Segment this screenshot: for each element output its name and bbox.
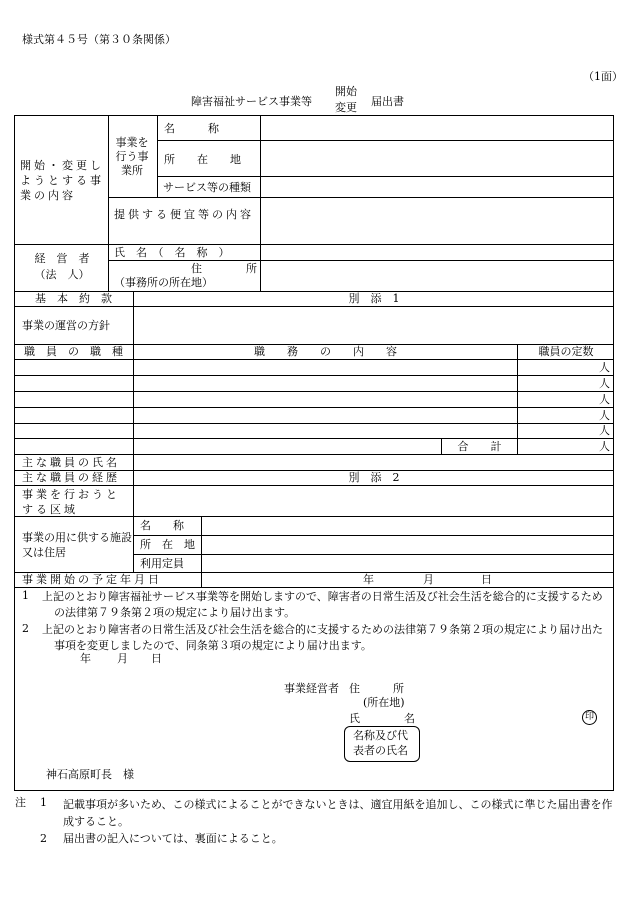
facility-location-label: 所 在 地 [140, 538, 195, 551]
declaration-1-number: 1 [22, 589, 29, 602]
addressee: 神石高原町長 様 [46, 768, 134, 781]
name-note-line-1: 名称及び代 [353, 729, 408, 742]
main-staff-career-label: 主な職員の経歴 [22, 471, 120, 484]
convenience-label: 提供する便宜等の内容 [114, 208, 254, 221]
operator-address-label-1: 住 所 [191, 262, 257, 275]
staff-unit: 人 [599, 409, 610, 422]
facility-capacity-label: 利用定員 [140, 557, 184, 570]
facility-name-label: 名 称 [164, 122, 219, 135]
title-option-change: 変更 [335, 101, 357, 114]
title-option-start: 開始 [335, 85, 357, 98]
form-number: 様式第４５号（第３０条関係） [22, 33, 176, 46]
staff-unit: 人 [599, 361, 610, 374]
facility-name-label: 名 称 [140, 519, 184, 532]
facility-label: 事業を行う事業所 [115, 136, 149, 177]
operator-name-label: 氏 名 [349, 712, 415, 725]
operator-label-1: 経 営 者 [34, 252, 90, 265]
title-suffix: 届出書 [371, 95, 404, 108]
note-2-number: 2 [40, 832, 47, 845]
declaration-2-text: 上記のとおり障害者の日常生活及び社会生活を総合的に支援するための法律第７９条第２項の規定により届け出た事項を変更しましたので、同条第３項の規定により届け出ます。 [42, 623, 603, 652]
start-date-year: 年 [363, 573, 374, 586]
staff-total-label: 合 計 [457, 440, 502, 453]
declaration-2-number: 2 [22, 622, 29, 635]
declaration-date-month: 月 [117, 652, 128, 665]
name-note-line-2: 表者の氏名 [353, 744, 408, 757]
facility-housing-label: 事業の用に供する施設又は住居 [22, 531, 132, 559]
business-operator-label: 事業経営者 [284, 682, 339, 695]
title-prefix: 障害福祉サービス事業等 [191, 95, 312, 108]
notes-prefix: 注 [15, 796, 26, 809]
staff-col-duties: 職 務 の 内 容 [254, 345, 397, 358]
page-indicator: （1面） [583, 70, 623, 83]
staff-col-count: 職員の定数 [538, 345, 594, 358]
operator-name-label: 氏 名 （ 名 称 ） [114, 246, 230, 259]
area-label: 事業を行おうとする区域 [22, 488, 120, 516]
policy-label: 事業の運営の方針 [22, 319, 110, 332]
basic-agreement-label: 基 本 約 款 [35, 292, 112, 305]
start-date-month: 月 [423, 573, 434, 586]
staff-unit: 人 [599, 424, 610, 437]
staff-col-type: 職 員 の 職 種 [24, 345, 123, 358]
staff-unit: 人 [599, 377, 610, 390]
service-type-label: サービス等の種類 [163, 181, 251, 194]
declaration-1-text: 上記のとおり障害福祉サービス事業等を開始しますので、障害者の日常生活及び社会生活を総合的に支援するための法律第７９条第２項の規定により届け出ます。 [42, 590, 603, 619]
declaration-date-year: 年 [80, 652, 91, 665]
operator-address-label: 住 所 [349, 682, 404, 695]
main-staff-career-value: 別 添 2 [348, 471, 400, 484]
seal-mark: 印 [582, 710, 597, 725]
operator-location-label: (所在地) [363, 696, 405, 709]
declaration-date-day: 日 [151, 652, 162, 665]
note-1-text: 記載事項が多いため、この様式によることができないときは、適宜用紙を追加し、この様式に準じた届出書を作成すること。 [63, 798, 613, 828]
staff-unit: 人 [599, 393, 610, 406]
operator-label-2: （法 人） [34, 268, 90, 281]
facility-location-label: 所 在 地 [164, 153, 241, 166]
start-date-label: 事業開始の予定年月日 [22, 573, 162, 586]
note-2-text: 届出書の記入については、裏面によること。 [63, 832, 283, 845]
start-date-day: 日 [481, 573, 492, 586]
staff-total-unit: 人 [599, 440, 610, 453]
note-1-number: 1 [40, 796, 47, 809]
business-content-label: 開始・変更しようとする事業の内容 [20, 159, 104, 202]
main-staff-name-label: 主な職員の氏名 [22, 456, 120, 469]
operator-address-label-2: （事務所の所在地） [114, 276, 213, 289]
basic-agreement-value: 別 添 1 [348, 292, 400, 305]
